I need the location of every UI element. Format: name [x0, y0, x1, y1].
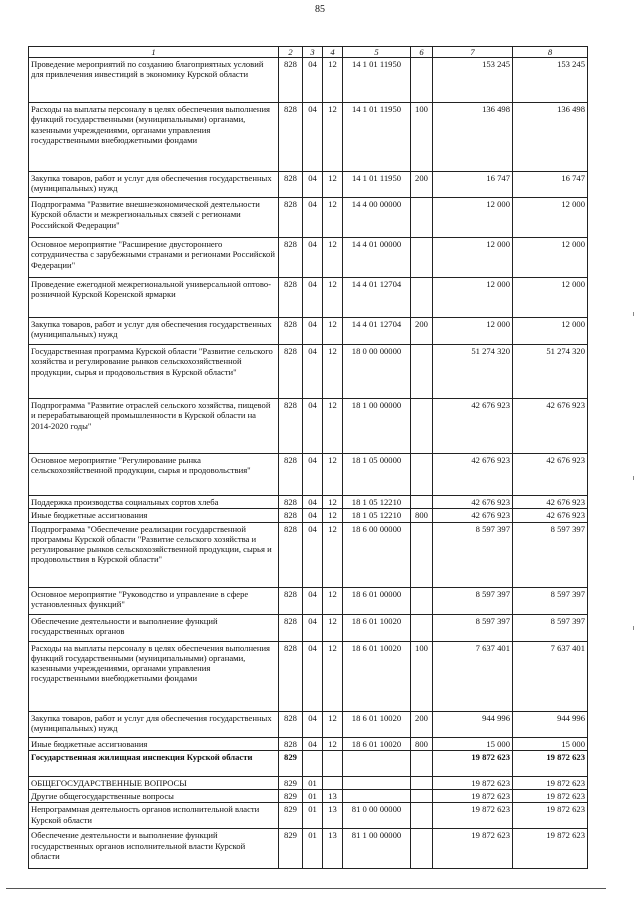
cell-subsection: 12	[323, 103, 343, 172]
cell-amount-2: 42 676 923	[513, 509, 588, 522]
cell-amount-1: 42 676 923	[433, 454, 513, 496]
cell-section: 04	[303, 238, 323, 278]
cell-target-article: 18 6 01 00000	[343, 587, 411, 614]
cell-target-article: 18 1 05 00000	[343, 454, 411, 496]
page-number: 85	[315, 4, 325, 15]
table-row	[29, 399, 588, 454]
cell-section: 04	[303, 509, 323, 522]
cell-section: 04	[303, 614, 323, 641]
cell-name: Подпрограмма "Развитие отраслей сельского хозяйства, пищевой и перерабатывающей промышленности в Курской области на 2014-2020 годы"	[29, 399, 279, 454]
cell-amount-1: 42 676 923	[433, 496, 513, 509]
cell-section: 04	[303, 711, 323, 737]
table-row	[29, 238, 588, 278]
cell-target-article	[343, 750, 411, 776]
cell-name: Закупка товаров, работ и услуг для обеспечения государственных (муниципальных) нужд	[29, 318, 279, 345]
header-col-3: 3	[303, 47, 323, 58]
table-row	[29, 454, 588, 496]
cell-subsection: 12	[323, 522, 343, 587]
cell-expense-type	[411, 198, 433, 238]
cell-target-article: 14 1 01 11950	[343, 103, 411, 172]
cell-ministry: 828	[279, 509, 303, 522]
cell-ministry: 828	[279, 737, 303, 750]
cell-amount-2: 7 637 401	[513, 641, 588, 711]
cell-target-article: 18 6 01 10020	[343, 641, 411, 711]
cell-expense-type	[411, 454, 433, 496]
table-row	[29, 278, 588, 318]
cell-section: 04	[303, 278, 323, 318]
table-row	[29, 737, 588, 750]
header-col-8: 8	[513, 47, 588, 58]
cell-target-article: 14 4 01 00000	[343, 238, 411, 278]
cell-expense-type	[411, 238, 433, 278]
cell-expense-type: 200	[411, 711, 433, 737]
cell-amount-2: 12 000	[513, 278, 588, 318]
header-col-5: 5	[343, 47, 411, 58]
cell-amount-2: 42 676 923	[513, 399, 588, 454]
cell-expense-type	[411, 776, 433, 789]
cell-expense-type: 200	[411, 172, 433, 198]
budget-table	[28, 46, 588, 869]
header-col-2: 2	[279, 47, 303, 58]
cell-section: 04	[303, 172, 323, 198]
cell-ministry: 829	[279, 803, 303, 829]
cell-amount-1: 19 872 623	[433, 790, 513, 803]
table-row	[29, 711, 588, 737]
cell-expense-type: 800	[411, 737, 433, 750]
cell-ministry: 829	[279, 750, 303, 776]
cell-expense-type	[411, 345, 433, 399]
cell-subsection: 13	[323, 790, 343, 803]
table-row	[29, 614, 588, 641]
cell-target-article: 14 4 00 00000	[343, 198, 411, 238]
cell-section: 01	[303, 803, 323, 829]
cell-target-article	[343, 776, 411, 789]
cell-amount-1: 15 000	[433, 737, 513, 750]
cell-amount-2: 12 000	[513, 198, 588, 238]
cell-name: Обеспечение деятельности и выполнение функций государственных органов исполнительной власти Курской области	[29, 829, 279, 869]
table-row	[29, 345, 588, 399]
cell-name: Иные бюджетные ассигнования	[29, 509, 279, 522]
cell-subsection: 12	[323, 587, 343, 614]
cell-amount-1: 16 747	[433, 172, 513, 198]
table-row	[29, 198, 588, 238]
header-col-6: 6	[411, 47, 433, 58]
cell-subsection: 12	[323, 737, 343, 750]
cell-section: 04	[303, 496, 323, 509]
table-row	[29, 829, 588, 869]
cell-amount-1: 12 000	[433, 198, 513, 238]
cell-name: Иные бюджетные ассигнования	[29, 737, 279, 750]
table-header-row	[29, 47, 588, 58]
cell-amount-2: 8 597 397	[513, 614, 588, 641]
cell-amount-2: 19 872 623	[513, 790, 588, 803]
cell-target-article: 14 4 01 12704	[343, 318, 411, 345]
table-row	[29, 776, 588, 789]
cell-amount-2: 51 274 320	[513, 345, 588, 399]
margin-mark	[633, 626, 634, 630]
cell-name: Основное мероприятие "Расширение двустороннего сотрудничества с зарубежными странами и регионами Российской Федерации"	[29, 238, 279, 278]
cell-section: 01	[303, 776, 323, 789]
cell-target-article: 18 1 00 00000	[343, 399, 411, 454]
cell-name: Основное мероприятие "Руководство и управление в сфере установленных функций"	[29, 587, 279, 614]
cell-amount-2: 19 872 623	[513, 803, 588, 829]
cell-subsection: 12	[323, 399, 343, 454]
cell-subsection: 12	[323, 454, 343, 496]
cell-section: 04	[303, 345, 323, 399]
cell-amount-1: 19 872 623	[433, 829, 513, 869]
cell-amount-1: 8 597 397	[433, 522, 513, 587]
table-row	[29, 496, 588, 509]
cell-amount-2: 19 872 623	[513, 750, 588, 776]
cell-amount-1: 944 996	[433, 711, 513, 737]
cell-subsection: 13	[323, 803, 343, 829]
cell-name: ОБЩЕГОСУДАРСТВЕННЫЕ ВОПРОСЫ	[29, 776, 279, 789]
cell-amount-1: 12 000	[433, 318, 513, 345]
cell-target-article: 18 1 05 12210	[343, 496, 411, 509]
cell-amount-2: 12 000	[513, 318, 588, 345]
cell-amount-1: 153 245	[433, 58, 513, 103]
cell-target-article: 18 6 00 00000	[343, 522, 411, 587]
header-col-1: 1	[29, 47, 279, 58]
cell-name: Поддержка производства социальных сортов хлеба	[29, 496, 279, 509]
cell-name: Расходы на выплаты персоналу в целях обеспечения выполнения функций государственными (муниципальными) органами, казенными учреждениями, органами управления государственными внебюджетными фондами	[29, 103, 279, 172]
cell-amount-1: 19 872 623	[433, 750, 513, 776]
cell-target-article: 18 6 01 10020	[343, 737, 411, 750]
cell-name: Непрограммная деятельность органов исполнительной власти Курской области	[29, 803, 279, 829]
cell-ministry: 829	[279, 790, 303, 803]
cell-section: 01	[303, 790, 323, 803]
cell-amount-1: 42 676 923	[433, 399, 513, 454]
cell-target-article: 18 0 00 00000	[343, 345, 411, 399]
table-row	[29, 318, 588, 345]
table-row	[29, 58, 588, 103]
cell-name: Закупка товаров, работ и услуг для обеспечения государственных (муниципальных) нужд	[29, 172, 279, 198]
cell-amount-1: 7 637 401	[433, 641, 513, 711]
cell-amount-2: 153 245	[513, 58, 588, 103]
cell-ministry: 828	[279, 587, 303, 614]
cell-section: 04	[303, 737, 323, 750]
cell-amount-1: 12 000	[433, 238, 513, 278]
cell-section: 04	[303, 318, 323, 345]
cell-section: 01	[303, 829, 323, 869]
cell-name: Расходы на выплаты персоналу в целях обеспечения выполнения функций государственными (муниципальными) органами, казенными учреждениями, органами управления государственными внебюджетными фондами	[29, 641, 279, 711]
cell-ministry: 828	[279, 454, 303, 496]
cell-name: Обеспечение деятельности и выполнение функций государственных органов	[29, 614, 279, 641]
cell-amount-2: 8 597 397	[513, 587, 588, 614]
cell-amount-1: 8 597 397	[433, 614, 513, 641]
cell-section: 04	[303, 522, 323, 587]
cell-amount-2: 12 000	[513, 238, 588, 278]
cell-ministry: 828	[279, 198, 303, 238]
cell-ministry: 828	[279, 345, 303, 399]
cell-section: 04	[303, 399, 323, 454]
cell-amount-1: 12 000	[433, 278, 513, 318]
cell-amount-1: 42 676 923	[433, 509, 513, 522]
cell-amount-2: 19 872 623	[513, 829, 588, 869]
cell-expense-type	[411, 750, 433, 776]
cell-amount-2: 136 498	[513, 103, 588, 172]
cell-subsection: 12	[323, 278, 343, 318]
margin-mark	[633, 476, 634, 480]
cell-section: 04	[303, 587, 323, 614]
cell-target-article: 14 1 01 11950	[343, 172, 411, 198]
cell-ministry: 828	[279, 614, 303, 641]
bottom-rule	[6, 888, 606, 889]
margin-mark	[633, 312, 634, 316]
cell-amount-2: 42 676 923	[513, 496, 588, 509]
table-row	[29, 103, 588, 172]
cell-target-article: 14 1 01 11950	[343, 58, 411, 103]
cell-section: 04	[303, 198, 323, 238]
cell-target-article: 81 0 00 00000	[343, 803, 411, 829]
cell-amount-1: 51 274 320	[433, 345, 513, 399]
cell-subsection: 13	[323, 829, 343, 869]
cell-expense-type	[411, 496, 433, 509]
cell-ministry: 829	[279, 829, 303, 869]
cell-subsection: 12	[323, 172, 343, 198]
cell-subsection: 12	[323, 238, 343, 278]
cell-amount-1: 136 498	[433, 103, 513, 172]
cell-expense-type	[411, 58, 433, 103]
cell-ministry: 828	[279, 496, 303, 509]
cell-amount-2: 16 747	[513, 172, 588, 198]
cell-name: Проведение мероприятий по созданию благоприятных условий для привлечения инвестиций в экономику Курской области	[29, 58, 279, 103]
cell-subsection: 12	[323, 614, 343, 641]
cell-target-article: 18 6 01 10020	[343, 614, 411, 641]
cell-ministry: 828	[279, 58, 303, 103]
cell-ministry: 828	[279, 103, 303, 172]
cell-ministry: 828	[279, 172, 303, 198]
cell-ministry: 828	[279, 399, 303, 454]
header-col-4: 4	[323, 47, 343, 58]
cell-section: 04	[303, 454, 323, 496]
cell-target-article: 14 4 01 12704	[343, 278, 411, 318]
cell-ministry: 828	[279, 522, 303, 587]
header-col-7: 7	[433, 47, 513, 58]
cell-subsection	[323, 776, 343, 789]
cell-expense-type	[411, 803, 433, 829]
table-row	[29, 172, 588, 198]
cell-name: Основное мероприятие "Регулирование рынка сельскохозяйственной продукции, сырья и продовольствия"	[29, 454, 279, 496]
cell-subsection: 12	[323, 345, 343, 399]
cell-name: Проведение ежегодной межрегиональной универсальной оптово-розничной Курской Коренской ярмарки	[29, 278, 279, 318]
table-row	[29, 803, 588, 829]
cell-name: Подпрограмма "Развитие внешнеэкономической деятельности Курской области и межрегиональных связей с регионами Российской Федерации"	[29, 198, 279, 238]
cell-subsection: 12	[323, 496, 343, 509]
cell-section: 04	[303, 641, 323, 711]
cell-amount-2: 19 872 623	[513, 776, 588, 789]
cell-name: Государственная программа Курской области "Развитие сельского хозяйства и регулирование рынков сельскохозяйственной продукции, сырья и продовольствия в Курской области"	[29, 345, 279, 399]
cell-name: Подпрограмма "Обеспечение реализации государственной программы Курской области "Развитие сельского хозяйства и регулирование рынков сельскохозяйственной продукции, сырья и продовольствия в Курской области"	[29, 522, 279, 587]
table-row	[29, 790, 588, 803]
cell-subsection: 12	[323, 318, 343, 345]
table-row	[29, 509, 588, 522]
cell-amount-2: 42 676 923	[513, 454, 588, 496]
cell-ministry: 828	[279, 711, 303, 737]
cell-expense-type: 100	[411, 641, 433, 711]
cell-subsection	[323, 750, 343, 776]
cell-expense-type	[411, 522, 433, 587]
cell-subsection: 12	[323, 509, 343, 522]
cell-target-article: 18 1 05 12210	[343, 509, 411, 522]
cell-expense-type: 200	[411, 318, 433, 345]
cell-amount-1: 8 597 397	[433, 587, 513, 614]
cell-section: 04	[303, 103, 323, 172]
cell-name: Закупка товаров, работ и услуг для обеспечения государственных (муниципальных) нужд	[29, 711, 279, 737]
cell-ministry: 829	[279, 776, 303, 789]
cell-expense-type	[411, 399, 433, 454]
cell-subsection: 12	[323, 198, 343, 238]
cell-amount-2: 8 597 397	[513, 522, 588, 587]
cell-expense-type: 800	[411, 509, 433, 522]
cell-target-article: 18 6 01 10020	[343, 711, 411, 737]
cell-expense-type	[411, 790, 433, 803]
cell-amount-1: 19 872 623	[433, 803, 513, 829]
cell-subsection: 12	[323, 641, 343, 711]
cell-expense-type	[411, 587, 433, 614]
cell-ministry: 828	[279, 278, 303, 318]
cell-expense-type	[411, 829, 433, 869]
table-body	[29, 58, 588, 869]
cell-expense-type	[411, 278, 433, 318]
cell-subsection: 12	[323, 58, 343, 103]
cell-ministry: 828	[279, 318, 303, 345]
cell-name: Государственная жилищная инспекция Курской области	[29, 750, 279, 776]
table-row	[29, 587, 588, 614]
table-row	[29, 750, 588, 776]
cell-subsection: 12	[323, 711, 343, 737]
cell-ministry: 828	[279, 238, 303, 278]
table-row	[29, 522, 588, 587]
cell-name: Другие общегосударственные вопросы	[29, 790, 279, 803]
cell-section	[303, 750, 323, 776]
cell-amount-2: 15 000	[513, 737, 588, 750]
cell-target-article: 81 1 00 00000	[343, 829, 411, 869]
cell-amount-1: 19 872 623	[433, 776, 513, 789]
cell-expense-type: 100	[411, 103, 433, 172]
cell-section: 04	[303, 58, 323, 103]
table-row	[29, 641, 588, 711]
cell-amount-2: 944 996	[513, 711, 588, 737]
cell-ministry: 828	[279, 641, 303, 711]
cell-expense-type	[411, 614, 433, 641]
cell-target-article	[343, 790, 411, 803]
